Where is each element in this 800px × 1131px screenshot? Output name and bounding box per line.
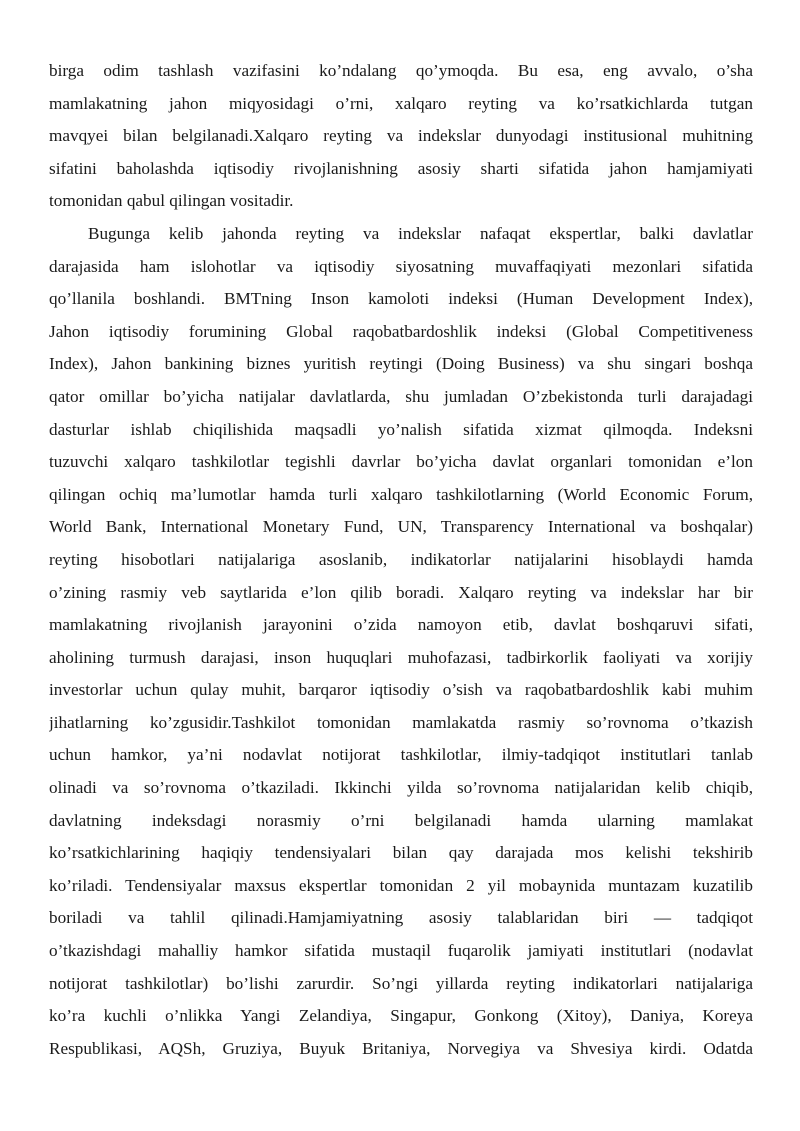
text-line: investorlar uchun qulay muhit, barqaror iqtisodiy o’sish va raqobatbardoshlik kabi muhim: [49, 680, 753, 700]
text-line: jihatlarning ko’zgusidir.Tashkilot tomonidan mamlakatda rasmiy so’rovnoma o’tkazish: [49, 712, 753, 732]
text-line: mavqyei bilan belgilanadi.Xalqaro reyting va indekslar dunyodagi institusional muhitning: [49, 126, 753, 146]
text-line: mamlakatning rivojlanish jarayonini o’zida namoyon etib, davlat boshqaruvi sifati,: [49, 615, 753, 635]
text-line: qator omillar bo’yicha natijalar davlatlarda, shu jumladan O’zbekistonda turli darajadagi: [49, 386, 753, 406]
document-body: [49, 55, 753, 1065]
text-line: dasturlar ishlab chiqilishida maqsadli yo’nalish sifatida xizmat qilmoqda. Indeksni: [49, 419, 753, 439]
text-line: davlatning indeksdagi norasmiy o’rni belgilanadi hamda ularning mamlakat: [49, 810, 753, 830]
paragraph-1: [49, 55, 753, 218]
text-line: darajasida ham islohotlar va iqtisodiy siyosatning muvaffaqiyati mezonlari sifatida: [49, 256, 753, 276]
text-line: tuzuvchi xalqaro tashkilotlar tegishli davrlar bo’yicha davlat organlari tomonidan e’lon: [49, 452, 753, 472]
text-line: sifatini baholashda iqtisodiy rivojlanishning asosiy sharti sifatida jahon hamjamiyati: [49, 158, 753, 178]
text-line: ko’riladi. Tendensiyalar maxsus ekspertlar tomonidan 2 yil mobaynida muntazam kuzatilib: [49, 875, 753, 895]
text-line: birga odim tashlash vazifasini ko’ndalang qo’ymoqda. Bu esa, eng avvalo, o’sha: [49, 61, 753, 80]
text-line: qo’llanila boshlandi. BMTning Inson kamoloti indeksi (Human Development Index),: [49, 289, 753, 309]
text-line: mamlakatning jahon miqyosidagi o’rni, xalqaro reyting va ko’rsatkichlarda tutgan: [49, 93, 753, 113]
text-line: aholining turmush darajasi, inson huquqlari muhofazasi, tadbirkorlik faoliyati va xorijiy: [49, 647, 753, 667]
text-line: boriladi va tahlil qilinadi.Hamjamiyatning asosiy talablaridan biri — tadqiqot: [49, 908, 753, 928]
paragraph-2: [49, 218, 753, 1065]
text-line: ko’rsatkichlarining haqiqiy tendensiyalari bilan qay darajada mos kelishi tekshirib: [49, 843, 753, 863]
text-line: reyting hisobotlari natijalariga asoslanib, indikatorlar natijalarini hisoblaydi hamda: [49, 549, 753, 569]
text-line: uchun hamkor, ya’ni nodavlat notijorat tashkilotlar, ilmiy-tadqiqot institutlari tanlab: [49, 745, 753, 765]
text-line: ko’ra kuchli o’nlikka Yangi Zelandiya, Singapur, Gonkong (Xitoy), Daniya, Koreya: [49, 1006, 753, 1026]
text-line: olinadi va so’rovnoma o’tkaziladi. Ikkinchi yilda so’rovnoma natijalaridan kelib chiqib,: [49, 778, 753, 798]
text-line: notijorat tashkilotlar) bo’lishi zarurdir. So’ngi yillarda reyting indikatorlari natijalariga: [49, 973, 753, 993]
text-line: o’zining rasmiy veb saytlarida e’lon qilib boradi. Xalqaro reyting va indekslar har bir: [49, 582, 753, 602]
text-line: Jahon iqtisodiy forumining Global raqobatbardoshlik indeksi (Global Competitiveness: [49, 321, 753, 341]
text-line: qilingan ochiq ma’lumotlar hamda turli xalqaro tashkilotlarning (World Economic Forum,: [49, 484, 753, 504]
text-line: tomonidan qabul qilingan vositadir.: [49, 191, 294, 211]
text-line: Respublikasi, AQSh, Gruziya, Buyuk Britaniya, Norvegiya va Shvesiya kirdi. Odatda: [49, 1038, 753, 1058]
text-line: Index), Jahon bankining biznes yuritish reytingi (Doing Business) va shu singari boshqa: [49, 354, 753, 374]
text-line: o’tkazishdagi mahalliy hamkor sifatida mustaqil fuqarolik jamiyati institutlari (nodavlat: [49, 941, 753, 961]
text-line: World Bank, International Monetary Fund, UN, Transparency International va boshqalar): [49, 517, 753, 537]
text-line: Bugunga kelib jahonda reyting va indekslar nafaqat ekspertlar, balki davlatlar: [88, 223, 753, 243]
